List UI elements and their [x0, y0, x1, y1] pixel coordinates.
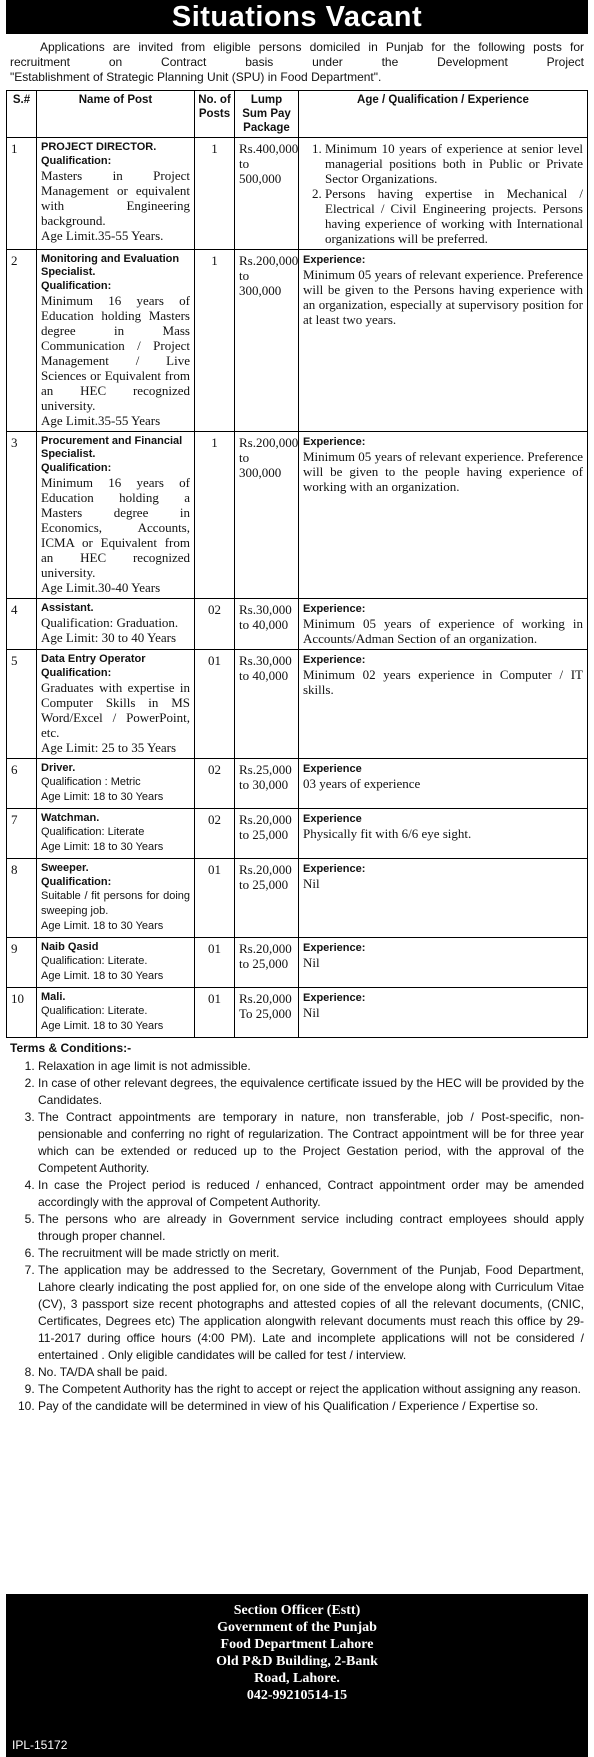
- term-item: 4. In case the Project period is reduced / enhanced, Contract appointment order may be amended accordingly with the approval of Competent Authority.: [38, 1177, 584, 1211]
- posts-count: 1: [195, 138, 235, 250]
- pay-to: to 25,000: [239, 956, 289, 971]
- age-limit: Age Limit: 18 to 30 Years: [41, 791, 164, 803]
- qualification-label: Qualification:: [41, 280, 112, 292]
- experience-cell: [299, 250, 588, 432]
- post-name: Watchman.: [41, 812, 100, 824]
- experience-list: [303, 141, 583, 246]
- pay-to: to 40,000: [239, 617, 289, 632]
- posts-count: 02: [195, 599, 235, 650]
- qualification-label: Qualification:: [41, 667, 112, 679]
- reference-number: IPL-15172: [12, 1738, 68, 1752]
- experience-cell: [299, 809, 588, 859]
- post-cell: [37, 650, 195, 759]
- qualification-text: Qualification: Graduation.: [41, 615, 179, 630]
- posts-count: 01: [195, 859, 235, 938]
- post-name: Procurement and Financial Specialist.: [41, 435, 183, 460]
- qualification-text: Qualification: Literate: [41, 826, 145, 838]
- post-name: Mali.: [41, 991, 66, 1003]
- term-item: 1. Relaxation in age limit is not admissible.: [38, 1058, 584, 1075]
- age-limit: Age Limit.35-55 Years.: [41, 228, 164, 243]
- experience-label: Experience:: [303, 254, 366, 266]
- experience-text: Nil: [303, 955, 320, 970]
- column-header: Lump Sum Pay Package: [235, 91, 299, 138]
- pay-from: Rs.20,000: [239, 812, 292, 827]
- experience-cell: [299, 859, 588, 938]
- serial-cell: 1: [7, 138, 37, 250]
- experience-cell: [299, 650, 588, 759]
- qualification-label: Qualification:: [41, 155, 112, 167]
- posts-count: 02: [195, 759, 235, 809]
- advertisement: [6, 0, 588, 1752]
- age-limit: Age Limit.35-55 Years: [41, 413, 161, 428]
- posts-count: 01: [195, 650, 235, 759]
- posts-count: 02: [195, 809, 235, 859]
- column-header: S.#: [7, 91, 37, 138]
- experience-item: 2. Persons having expertise in Mechanical / Electrical / Civil Engineering projects. Persons having experience of working with International organizations will be preferred.: [325, 186, 583, 246]
- post-name: Data Entry Operator: [41, 653, 146, 665]
- posts-count: 01: [195, 938, 235, 988]
- column-header: Age / Qualification / Experience: [299, 91, 588, 138]
- pay-cell: [235, 938, 299, 988]
- column-header: No. of Posts: [195, 91, 235, 138]
- signoff-line: Road, Lahore.: [254, 1671, 340, 1686]
- experience-text: Nil: [303, 876, 320, 891]
- pay-cell: [235, 599, 299, 650]
- term-item: 6. The recruitment will be made strictly on merit.: [38, 1245, 584, 1262]
- experience-text: Nil: [303, 1005, 320, 1020]
- experience-text: Minimum 02 years experience in Computer / IT skills.: [303, 667, 583, 697]
- pay-from: Rs.200,000: [239, 435, 299, 450]
- serial-cell: 6: [7, 759, 37, 809]
- experience-text: Minimum 05 years of relevant experience. Preference will be given to the people having experience of working with an organization.: [303, 449, 583, 494]
- experience-text: Physically fit with 6/6 eye sight.: [303, 826, 472, 841]
- serial-cell: 10: [7, 988, 37, 1038]
- table-row: [7, 250, 588, 432]
- serial-cell: 3: [7, 432, 37, 599]
- pay-to: to 40,000: [239, 668, 289, 683]
- post-cell: [37, 138, 195, 250]
- term-item: 2. In case of other relevant degrees, the equivalence certificate issued by the HEC will be provided by the Candidates.: [38, 1075, 584, 1109]
- post-cell: [37, 759, 195, 809]
- post-cell: [37, 938, 195, 988]
- signoff-line: Food Department Lahore: [220, 1637, 374, 1652]
- table-header-row: [7, 91, 588, 138]
- post-cell: [37, 599, 195, 650]
- qualification-label: Qualification:: [41, 462, 112, 474]
- signoff-line: Old P&D Building, 2-Bank: [216, 1654, 378, 1669]
- experience-cell: [299, 988, 588, 1038]
- posts-count: 01: [195, 988, 235, 1038]
- qualification-text: Qualification: Literate.: [41, 955, 148, 967]
- experience-label: Experience:: [303, 654, 366, 666]
- qualification-text: Qualification : Metric: [41, 776, 141, 788]
- experience-cell: [299, 432, 588, 599]
- term-item: 9. The Competent Authority has the right to accept or reject the application without assigning any reason.: [38, 1381, 584, 1398]
- qualification-text: Minimum 16 years of Education holding a Masters degree in Economics, Accounts, ICMA or Equivalent from an HEC recognized university.: [41, 475, 190, 580]
- serial-cell: 2: [7, 250, 37, 432]
- table-row: [7, 432, 588, 599]
- term-item: 8. No. TA/DA shall be paid.: [38, 1364, 584, 1381]
- table-row: [7, 938, 588, 988]
- experience-cell: [299, 759, 588, 809]
- experience-cell: [299, 938, 588, 988]
- post-cell: [37, 432, 195, 599]
- experience-cell: [299, 599, 588, 650]
- qualification-text: Suitable / fit persons for doing sweeping job.: [41, 890, 190, 917]
- pay-cell: [235, 432, 299, 599]
- experience-text: Minimum 05 years of experience of working in Accounts/Adman Section of an organization.: [303, 616, 583, 646]
- experience-item: 1. Minimum 10 years of experience at senior level managerial positions both in Public or Private Sector Organizations.: [325, 141, 583, 186]
- post-name: Sweeper.: [41, 862, 89, 874]
- pay-to: to 30,000: [239, 777, 289, 792]
- term-item: 7. The application may be addressed to the Secretary, Government of the Punjab, Food Department, Lahore clearly indicating the post applied for, on one side of the envelope along with Curriculum Vitae (CV), 3 passport size recent photographs and attested copies of all the relevant documents, (CNIC, Certificates, Degrees etc) The application alongwith relevant documents must reach this office by 29-11-2017 during office hours (4:00 PM). Late and incomplete applications will not be considered / entertained . Only eligible candidates will be called for test / interview.: [38, 1262, 584, 1364]
- experience-cell: [299, 138, 588, 250]
- pay-from: Rs.25,000: [239, 762, 292, 777]
- experience-label: Experience:: [303, 863, 366, 875]
- qualification-text: Minimum 16 years of Education holding Masters degree in Mass Communication / Project Management / Live Sciences or Equivalent from an HEC recognized university.: [41, 293, 190, 413]
- age-limit: Age Limit. 18 to 30 Years: [41, 1020, 164, 1032]
- pay-cell: [235, 988, 299, 1038]
- pay-cell: [235, 859, 299, 938]
- post-cell: [37, 250, 195, 432]
- page-title: Situations Vacant: [6, 0, 588, 34]
- age-limit: Age Limit: 30 to 40 Years: [41, 630, 177, 645]
- post-name: Assistant.: [41, 602, 94, 614]
- intro-line: recruitment on Contract basis under the Development Project: [10, 55, 584, 69]
- table-row: [7, 988, 588, 1038]
- experience-text: Minimum 05 years of relevant experience. Preference will be given to the Persons having experience with an organization, especially at supervisory position for at least two years.: [303, 267, 583, 327]
- signoff-block: [6, 1594, 588, 1757]
- term-item: 5. The persons who are already in Government service including contract employees should apply through proper channel.: [38, 1211, 584, 1245]
- serial-cell: 4: [7, 599, 37, 650]
- pay-from: Rs.20,000: [239, 941, 292, 956]
- signoff-line: Government of the Punjab: [217, 1620, 377, 1635]
- table-row: [7, 809, 588, 859]
- experience-text: 03 years of experience: [303, 776, 421, 791]
- pay-from: Rs.30,000: [239, 653, 292, 668]
- experience-label: Experience: [303, 813, 362, 825]
- qualification-text: Masters in Project Management or equivalent with Engineering background.: [41, 168, 190, 228]
- pay-from: Rs.200,000: [239, 253, 299, 268]
- qualification-text: Qualification: Literate.: [41, 1005, 148, 1017]
- experience-label: Experience:: [303, 603, 366, 615]
- posts-table: [6, 90, 588, 1038]
- pay-cell: [235, 759, 299, 809]
- post-cell: [37, 809, 195, 859]
- posts-count: 1: [195, 250, 235, 432]
- signoff-line: Section Officer (Estt): [233, 1603, 361, 1618]
- pay-from: Rs.20,000: [239, 862, 292, 877]
- terms-section: [6, 1038, 588, 1415]
- age-limit: Age Limit. 18 to 30 Years: [41, 920, 164, 932]
- pay-from: Rs.30,000: [239, 602, 292, 617]
- terms-list: [10, 1058, 584, 1415]
- qualification-text: Graduates with expertise in Computer Skills in MS Word/Excel / PowerPoint, etc.: [41, 680, 190, 740]
- pay-to: to 300,000: [239, 450, 282, 480]
- experience-label: Experience:: [303, 436, 366, 448]
- post-name: Naib Qasid: [41, 941, 99, 953]
- age-limit: Age Limit: 18 to 30 Years: [41, 841, 164, 853]
- signoff-line: 042-99210514-15: [246, 1688, 348, 1703]
- term-item: 3. The Contract appointments are temporary in nature, non transferable, job / Post-specific, non-pensionable and conferring no right of regularization. The Contract appointment will be for three year which can be extended or reduced up to the Project Gestation period, with the approval of the Competent Authority.: [38, 1109, 584, 1177]
- serial-cell: 5: [7, 650, 37, 759]
- pay-cell: [235, 138, 299, 250]
- intro-text: [6, 34, 588, 90]
- age-limit: Age Limit.30-40 Years: [41, 580, 161, 595]
- serial-cell: 9: [7, 938, 37, 988]
- pay-to: to 25,000: [239, 827, 289, 842]
- table-row: [7, 759, 588, 809]
- posts-count: 1: [195, 432, 235, 599]
- column-header: Name of Post: [37, 91, 195, 138]
- post-name: Driver.: [41, 762, 76, 774]
- pay-cell: [235, 250, 299, 432]
- experience-label: Experience: [303, 763, 362, 775]
- age-limit: Age Limit. 18 to 30 Years: [41, 970, 164, 982]
- table-row: [7, 859, 588, 938]
- pay-cell: [235, 809, 299, 859]
- experience-label: Experience:: [303, 992, 366, 1004]
- pay-to: To 25,000: [239, 1006, 292, 1021]
- pay-cell: [235, 650, 299, 759]
- age-limit: Age Limit: 25 to 35 Years: [41, 740, 177, 755]
- intro-line: Applications are invited from eligible persons domiciled in Punjab for the following posts for: [40, 40, 584, 54]
- post-cell: [37, 988, 195, 1038]
- post-name: PROJECT DIRECTOR.: [41, 141, 157, 153]
- pay-from: Rs.20,000: [239, 991, 292, 1006]
- pay-to: to 25,000: [239, 877, 289, 892]
- table-row: [7, 599, 588, 650]
- terms-heading: Terms & Conditions:-: [10, 1041, 132, 1055]
- intro-line: "Establishment of Strategic Planning Unit (SPU) in Food Department".: [10, 70, 382, 84]
- table-row: [7, 138, 588, 250]
- pay-to: to 300,000: [239, 268, 282, 298]
- term-item: 10. Pay of the candidate will be determined in view of his Qualification / Experience / Expertise so.: [38, 1398, 584, 1415]
- pay-to: to 500,000: [239, 156, 282, 186]
- post-name: Monitoring and Evaluation Specialist.: [41, 253, 180, 278]
- serial-cell: 8: [7, 859, 37, 938]
- qualification-label: Qualification:: [41, 876, 112, 888]
- experience-label: Experience:: [303, 942, 366, 954]
- table-row: [7, 650, 588, 759]
- serial-cell: 7: [7, 809, 37, 859]
- pay-from: Rs.400,000: [239, 141, 299, 156]
- post-cell: [37, 859, 195, 938]
